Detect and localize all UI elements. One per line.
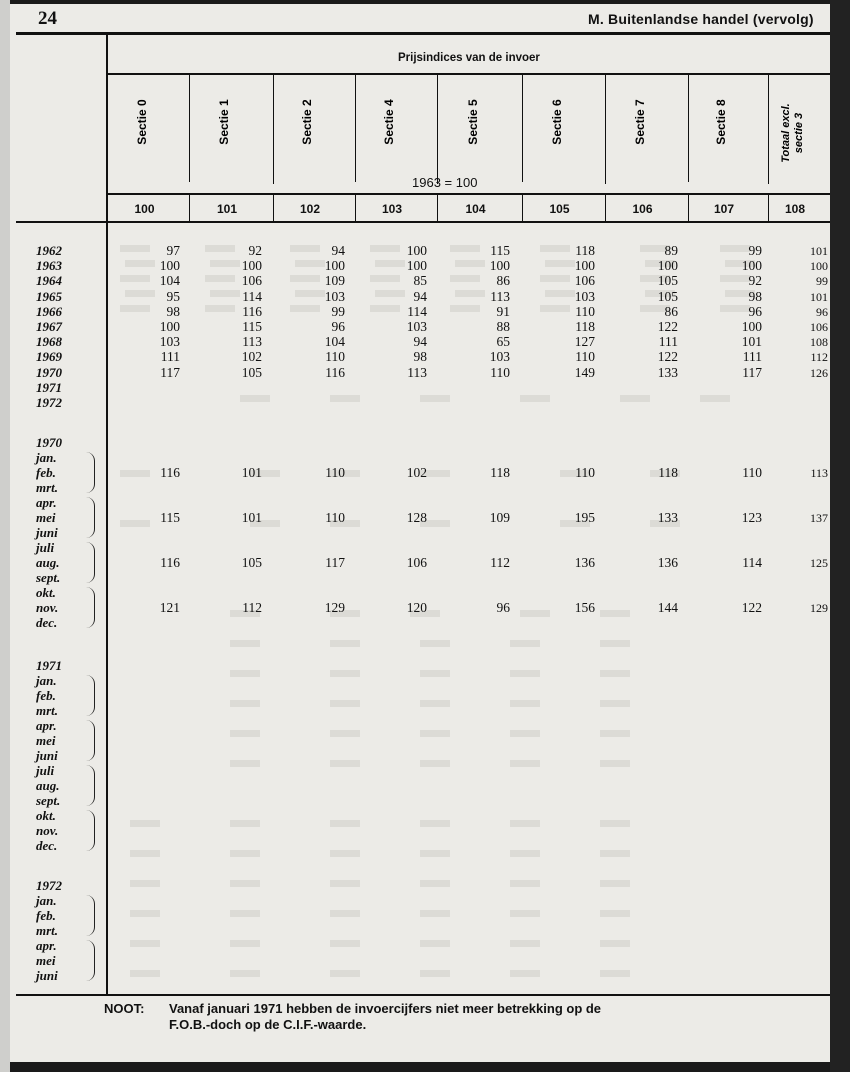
month-label: jan.: [36, 893, 57, 908]
bleed-through: [230, 670, 260, 685]
annual-row-value: 108: [810, 335, 828, 350]
annual-row-value: 114: [407, 303, 427, 319]
bleed-through: [420, 970, 450, 985]
quarter-brace: [86, 497, 95, 538]
annual-row-value: 100: [406, 243, 427, 258]
month-label: jan.: [36, 673, 57, 688]
annual-row-value: 99: [331, 303, 345, 319]
annual-row-value: 92: [748, 273, 762, 289]
column-rule: [189, 74, 190, 182]
quarter-row-value: 115: [160, 510, 180, 525]
quarter-row-value: 109: [489, 510, 510, 525]
annual-row-value: 113: [407, 364, 427, 380]
column-header: Sectie 8: [714, 99, 728, 145]
annual-row-value: 100: [741, 258, 762, 274]
footnote-line-2: F.O.B.-doch op de C.I.F.-waarde.: [169, 1017, 367, 1032]
bleed-through: [600, 670, 630, 685]
bleed-through: [510, 910, 540, 925]
month-label: aug.: [36, 555, 60, 570]
column-code: 108: [785, 202, 806, 216]
annual-row-value: 103: [489, 349, 510, 365]
annual-row-value: 109: [324, 273, 345, 289]
page-number: 24: [38, 8, 57, 29]
annual-row-value: 103: [574, 288, 595, 304]
row-label-year: 1963: [36, 258, 62, 274]
block-year-label: 1972: [36, 878, 62, 893]
annual-row-value: 126: [810, 365, 828, 380]
month-label: sept.: [36, 793, 61, 808]
month-label: juni: [36, 748, 58, 763]
annual-row-value: 122: [657, 349, 678, 365]
row-label-year: 1965: [36, 288, 62, 304]
month-label: dec.: [36, 838, 58, 853]
row-label-year: 1964: [36, 273, 62, 289]
basis-rule: [108, 193, 830, 195]
base-year-label: 1963 = 100: [412, 175, 478, 190]
annual-row-value: 102: [241, 349, 262, 365]
annual-row-value: 106: [810, 320, 828, 334]
bleed-through: [330, 640, 360, 655]
bleed-through: [510, 940, 540, 955]
bleed-through: [130, 880, 160, 895]
quarter-row-value: 136: [574, 555, 595, 570]
annual-row-value: 113: [242, 334, 262, 350]
annual-row-value: 104: [324, 334, 345, 350]
month-label: nov.: [36, 600, 59, 615]
code-column-rule: [605, 194, 606, 221]
annual-row-value: 100: [159, 258, 180, 274]
bleed-through: [330, 850, 360, 865]
bleed-through: [600, 910, 630, 925]
annual-row-value: 111: [742, 349, 762, 365]
annual-row-value: 133: [657, 364, 678, 380]
quarter-row-value: 129: [324, 600, 345, 615]
quarter-row-value: 144: [657, 600, 678, 615]
column-code: 101: [217, 202, 238, 216]
annual-row-value: 101: [741, 334, 762, 350]
bleed-through: [520, 610, 550, 625]
stub-rule: [106, 34, 108, 995]
bleed-through: [330, 730, 360, 745]
annual-row-value: 117: [742, 364, 762, 380]
quarter-brace: [86, 542, 95, 583]
bleed-through: [600, 760, 630, 775]
column-rule: [688, 74, 689, 182]
quarter-row-value: 133: [657, 510, 678, 525]
bleed-through: [330, 670, 360, 685]
code-column-rule: [688, 194, 689, 221]
month-label: sept.: [36, 570, 61, 585]
quarter-brace: [86, 765, 95, 806]
row-label-year: 1962: [36, 243, 62, 258]
column-code: 105: [549, 202, 570, 216]
quarter-row-value: 101: [241, 510, 262, 525]
block-year-label: 1971: [36, 658, 62, 673]
bleed-through: [510, 970, 540, 985]
bleed-through: [510, 670, 540, 685]
month-label: juni: [36, 525, 58, 540]
bleed-through: [230, 760, 260, 775]
bleed-through: [330, 910, 360, 925]
annual-row-value: 86: [664, 303, 678, 319]
annual-row-value: 100: [810, 259, 828, 274]
bleed-through: [420, 730, 450, 745]
quarter-brace: [86, 452, 95, 493]
annual-row-value: 114: [242, 288, 262, 304]
bleed-through: [420, 670, 450, 685]
quarter-row-value: 128: [406, 510, 427, 525]
bleed-through: [620, 395, 650, 410]
bleed-through: [510, 850, 540, 865]
bleed-through: [600, 700, 630, 715]
quarter-brace: [86, 720, 95, 761]
code-column-rule: [355, 194, 356, 221]
annual-row-value: 96: [748, 303, 762, 319]
quarter-brace: [86, 587, 95, 628]
month-label: mei: [36, 733, 56, 748]
column-code: 104: [465, 202, 486, 216]
column-header: Sectie 0: [134, 99, 149, 145]
annual-row-value: 91: [496, 303, 510, 319]
bleed-through: [130, 910, 160, 925]
annual-row-value: 99: [816, 274, 828, 289]
row-label-year: 1972: [36, 395, 62, 410]
annual-row-value: 88: [496, 319, 510, 334]
bleed-through: [230, 970, 260, 985]
row-label-year: 1967: [36, 319, 62, 334]
quarter-row-value: 96: [496, 600, 510, 615]
month-label: feb.: [36, 688, 56, 703]
bleed-through: [600, 970, 630, 985]
column-rule: [273, 74, 274, 184]
annual-row-value: 110: [325, 349, 345, 365]
annual-row-value: 100: [574, 258, 595, 274]
bleed-through: [510, 880, 540, 895]
month-label: mrt.: [36, 703, 59, 718]
bleed-through: [600, 610, 630, 625]
column-header: Sectie 1: [217, 99, 231, 145]
bleed-through: [330, 820, 360, 835]
month-label: juni: [36, 968, 58, 983]
row-label-year: 1968: [36, 334, 62, 350]
bleed-through: [420, 940, 450, 955]
quarter-row-value: 114: [742, 555, 762, 570]
annual-row-value: 65: [496, 334, 510, 350]
quarter-brace: [86, 675, 95, 716]
bleed-through: [230, 640, 260, 655]
annual-row-value: 98: [166, 303, 180, 319]
top-rule: [16, 32, 830, 35]
annual-row-value: 89: [664, 243, 678, 258]
month-label: juli: [36, 763, 55, 778]
annual-row-value: 103: [406, 319, 427, 334]
bleed-through: [240, 395, 270, 410]
column-header: Sectie 2: [300, 99, 314, 145]
annual-row-value: 116: [242, 303, 262, 319]
month-label: feb.: [36, 465, 56, 480]
quarter-row-value: 110: [325, 465, 345, 480]
annual-row-value: 100: [657, 258, 678, 274]
annual-row-value: 100: [324, 258, 345, 274]
annual-row-value: 101: [810, 244, 828, 258]
bleed-through: [230, 730, 260, 745]
month-label: mei: [36, 510, 56, 525]
quarter-row-value: 113: [810, 466, 828, 480]
column-rule: [605, 74, 606, 184]
quarter-row-value: 123: [741, 510, 762, 525]
annual-row-value: 111: [160, 349, 180, 365]
annual-row-value: 101: [810, 289, 828, 304]
annual-row-value: 94: [413, 334, 427, 350]
bleed-through: [420, 910, 450, 925]
table-title: Prijsindices van de invoer: [398, 52, 540, 64]
annual-row-value: 105: [241, 364, 262, 380]
month-label: apr.: [36, 938, 57, 953]
column-rule: [355, 74, 356, 182]
month-label: okt.: [36, 585, 56, 600]
month-label: apr.: [36, 718, 57, 733]
annual-row-value: 110: [575, 303, 595, 319]
bleed-through: [330, 880, 360, 895]
annual-row-value: 97: [166, 243, 180, 258]
column-header: Sectie 5: [465, 99, 480, 145]
annual-row-value: 118: [575, 243, 595, 258]
bleed-through: [420, 395, 450, 410]
bleed-through: [130, 820, 160, 835]
bleed-through: [420, 640, 450, 655]
quarter-row-value: 116: [160, 465, 180, 480]
bleed-through: [330, 395, 360, 410]
bleed-through: [230, 910, 260, 925]
running-title: M. Buitenlandse handel (vervolg): [588, 11, 814, 27]
quarter-row-value: 102: [406, 465, 427, 480]
annual-row-value: 103: [324, 288, 345, 304]
annual-row-value: 98: [748, 288, 762, 304]
footnote-line-1: Vanaf januari 1971 hebben de invoercijfers niet meer betrekking op de: [169, 1001, 602, 1016]
quarter-row-value: 125: [810, 556, 828, 570]
column-code: 100: [134, 202, 155, 216]
quarter-row-value: 112: [490, 555, 510, 570]
annual-row-value: 100: [741, 319, 762, 334]
code-column-rule: [522, 194, 523, 221]
annual-row-value: 115: [242, 319, 262, 334]
code-rule: [16, 221, 830, 223]
bleed-through: [600, 940, 630, 955]
annual-row-value: 100: [159, 319, 180, 334]
quarter-row-value: 112: [242, 600, 262, 615]
row-label-year: 1969: [36, 349, 62, 365]
bottom-rule: [16, 994, 830, 996]
annual-row-value: 117: [160, 364, 180, 380]
quarter-brace: [86, 940, 95, 981]
annual-row-value: 98: [413, 349, 427, 365]
bleed-through: [420, 850, 450, 865]
quarter-row-value: 137: [810, 511, 828, 525]
annual-row-value: 112: [810, 350, 828, 365]
annual-row-value: 94: [413, 288, 427, 304]
annual-row-value: 95: [166, 288, 180, 304]
annual-row-value: 105: [657, 288, 678, 304]
quarter-row-value: 122: [741, 600, 762, 615]
annual-row-value: 118: [575, 319, 595, 334]
month-label: juli: [36, 540, 55, 555]
bleed-through: [600, 850, 630, 865]
annual-row-value: 103: [159, 334, 180, 350]
bleed-through: [230, 940, 260, 955]
annual-row-value: 92: [248, 243, 262, 258]
footnote-label: NOOT:: [104, 1001, 145, 1016]
bleed-through: [420, 820, 450, 835]
annual-row-value: 110: [575, 349, 595, 365]
column-header: Sectie 4: [382, 99, 396, 145]
quarter-row-value: 110: [325, 510, 345, 525]
annual-row-value: 106: [574, 273, 595, 289]
annual-row-value: 104: [159, 273, 180, 289]
page-edge: [0, 0, 10, 1072]
annual-row-value: 106: [241, 273, 262, 289]
month-label: feb.: [36, 908, 56, 923]
month-label: jan.: [36, 450, 57, 465]
block-year-label: 1970: [36, 435, 62, 450]
annual-row-value: 100: [406, 258, 427, 274]
quarter-row-value: 101: [241, 465, 262, 480]
month-label: mrt.: [36, 480, 59, 495]
bleed-through: [330, 940, 360, 955]
bleed-through: [510, 760, 540, 775]
quarter-row-value: 106: [406, 555, 427, 570]
bleed-through: [330, 760, 360, 775]
annual-row-value: 100: [489, 258, 510, 274]
column-code: 102: [300, 202, 321, 216]
column-header: Sectie 7: [632, 99, 647, 145]
month-label: mei: [36, 953, 56, 968]
bleed-through: [130, 970, 160, 985]
code-column-rule: [189, 194, 190, 221]
bleed-through: [130, 940, 160, 955]
bleed-through: [420, 700, 450, 715]
month-label: mrt.: [36, 923, 59, 938]
bleed-through: [330, 970, 360, 985]
quarter-row-value: 136: [657, 555, 678, 570]
bleed-through: [600, 730, 630, 745]
annual-row-value: 122: [657, 319, 678, 334]
month-label: dec.: [36, 615, 58, 630]
bleed-through: [520, 395, 550, 410]
annual-row-value: 99: [748, 243, 762, 258]
scan-border: [830, 0, 850, 1072]
month-label: aug.: [36, 778, 60, 793]
quarter-row-value: 118: [658, 465, 678, 480]
code-column-rule: [768, 194, 769, 221]
annual-row-value: 96: [331, 319, 345, 334]
bleed-through: [600, 880, 630, 895]
bleed-through: [230, 700, 260, 715]
quarter-brace: [86, 895, 95, 936]
annual-row-value: 149: [574, 364, 595, 380]
row-label-year: 1971: [36, 379, 62, 395]
annual-row-value: 110: [490, 364, 510, 380]
annual-row-value: 105: [657, 273, 678, 289]
column-rule: [437, 74, 438, 184]
annual-row-value: 100: [241, 258, 262, 274]
bleed-through: [700, 395, 730, 410]
column-rule: [522, 74, 523, 182]
quarter-brace: [86, 810, 95, 851]
quarter-row-value: 156: [574, 600, 595, 615]
column-rule: [768, 74, 769, 184]
month-label: apr.: [36, 495, 57, 510]
quarter-row-value: 129: [810, 601, 828, 615]
column-header: Sectie 6: [549, 99, 564, 145]
annual-row-value: 96: [816, 304, 828, 319]
column-code: 106: [632, 202, 653, 216]
bleed-through: [330, 700, 360, 715]
quarter-row-value: 110: [742, 465, 762, 480]
quarter-row-value: 116: [160, 555, 180, 570]
code-column-rule: [273, 194, 274, 221]
quarter-row-value: 120: [406, 600, 427, 615]
quarter-row-value: 110: [575, 465, 595, 480]
bleed-through: [510, 700, 540, 715]
bleed-through: [600, 640, 630, 655]
bleed-through: [230, 850, 260, 865]
column-header: Totaal excl. sectie 3: [779, 103, 805, 163]
code-column-rule: [437, 194, 438, 221]
annual-row-value: 85: [413, 273, 427, 289]
bleed-through: [510, 640, 540, 655]
bleed-through: [420, 760, 450, 775]
quarter-row-value: 121: [159, 600, 180, 615]
quarter-row-value: 118: [490, 465, 510, 480]
bleed-through: [420, 880, 450, 895]
quarter-row-value: 117: [325, 555, 345, 570]
bleed-through: [230, 880, 260, 895]
bleed-through: [130, 850, 160, 865]
quarter-row-value: 195: [574, 510, 595, 525]
bleed-through: [230, 820, 260, 835]
column-code: 103: [382, 202, 403, 216]
annual-row-value: 113: [490, 288, 510, 304]
row-label-year: 1966: [36, 303, 62, 319]
bleed-through: [510, 730, 540, 745]
annual-row-value: 115: [490, 243, 510, 258]
annual-row-value: 86: [496, 273, 510, 289]
row-label-year: 1970: [36, 364, 62, 380]
annual-row-value: 94: [331, 243, 345, 258]
annual-row-value: 127: [574, 334, 595, 350]
annual-row-value: 111: [658, 334, 678, 350]
column-code: 107: [714, 202, 735, 216]
annual-row-value: 116: [325, 364, 345, 380]
quarter-row-value: 105: [241, 555, 262, 570]
month-label: nov.: [36, 823, 59, 838]
bleed-through: [600, 820, 630, 835]
bleed-through: [510, 820, 540, 835]
month-label: okt.: [36, 808, 56, 823]
